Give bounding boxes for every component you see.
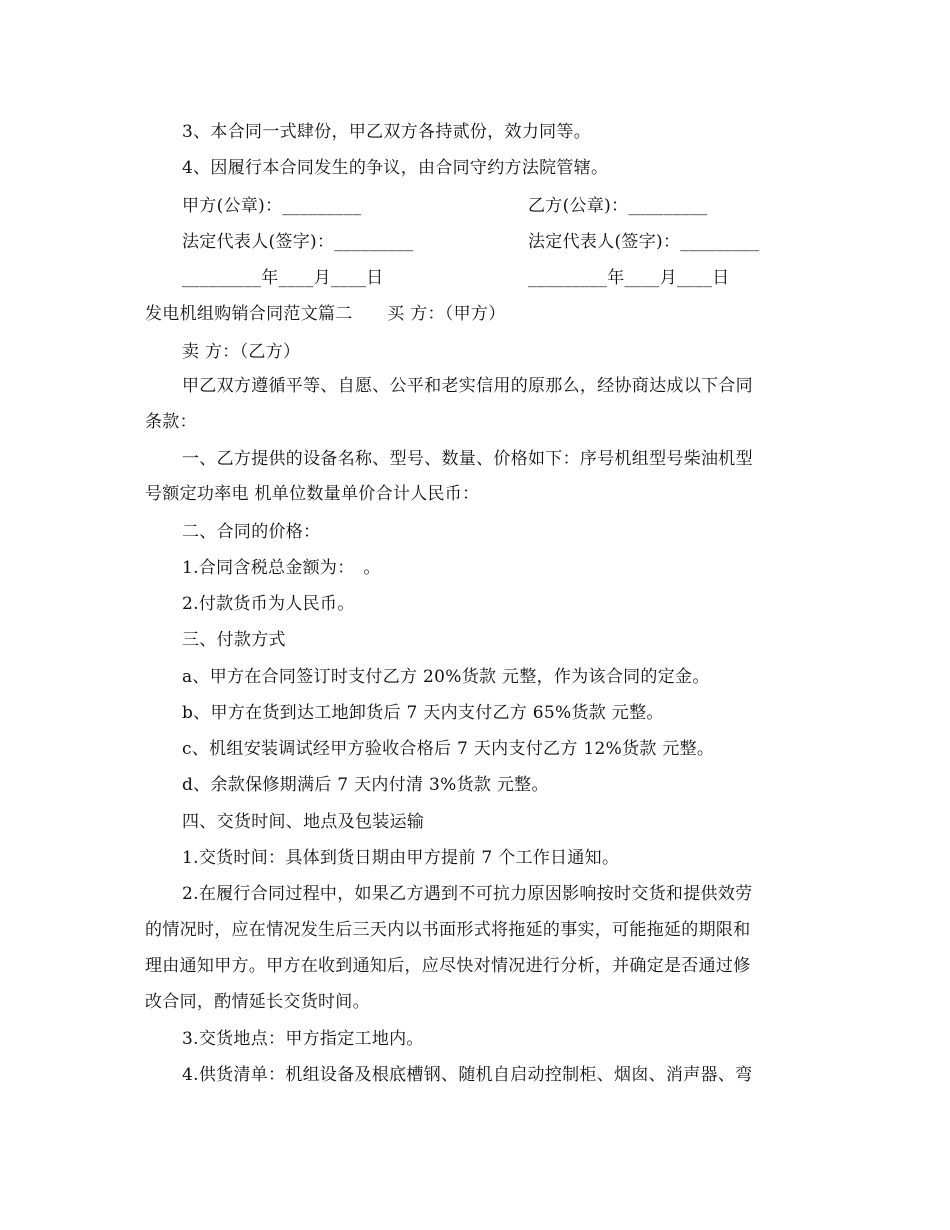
body-line: a、甲方在合同签订时支付乙方 20%货款 元整，作为该合同的定金。 <box>182 667 710 687</box>
body-line: 甲乙双方遵循平等、自愿、公平和老实信用的原那么，经协商达成以下合同 <box>182 376 753 396</box>
body-line: 一、乙方提供的设备名称、型号、数量、价格如下：序号机组型号柴油机型 <box>182 449 753 469</box>
section-title: 发电机组购销合同范文篇二 买 方：（甲方） <box>145 304 506 324</box>
party-a-seal: 甲方(公章)：_________ <box>182 196 362 216</box>
party-a-representative: 法定代表人(签字)：_________ <box>182 232 414 252</box>
body-line: 理由通知甲方。甲方在收到通知后，应尽快对情况进行分析，并确定是否通过修 <box>145 956 751 976</box>
body-line: 的情况时，应在情况发生后三天内以书面形式将拖延的事实，可能拖延的期限和 <box>145 920 751 940</box>
body-line: 号额定功率电 机单位数量单价合计人民币： <box>145 484 480 504</box>
body-line: 1.交货时间：具体到货日期由甲方提前 7 个工作日通知。 <box>182 848 620 868</box>
body-line: 3.交货地点：甲方指定工地内。 <box>182 1029 424 1049</box>
body-line: c、机组安装调试经甲方验收合格后 7 天内支付乙方 12%货款 元整。 <box>182 739 715 759</box>
party-b-date: _________年____月____日 <box>528 268 730 288</box>
party-b-representative: 法定代表人(签字)：_________ <box>528 232 760 252</box>
body-line: 条款： <box>145 412 197 432</box>
heading-price: 二、合同的价格： <box>182 522 321 542</box>
clause-4: 4、因履行本合同发生的争议，由合同守约方法院管辖。 <box>182 158 609 178</box>
body-line: d、余款保修期满后 7 天内付清 3%货款 元整。 <box>182 775 549 795</box>
body-line: 2.付款货币为人民币。 <box>182 594 355 614</box>
clause-3: 3、本合同一式肆份，甲乙双方各持贰份，效力同等。 <box>182 122 592 142</box>
party-b-seal: 乙方(公章)：_________ <box>528 196 708 216</box>
body-line: 4.供货清单：机组设备及根底槽钢、随机自启动控制柜、烟囱、消声器、弯 <box>182 1065 753 1085</box>
body-line: b、甲方在货到达工地卸货后 7 天内支付乙方 65%货款 元整。 <box>182 703 664 723</box>
heading-payment: 三、付款方式 <box>182 630 286 650</box>
seller-line: 卖 方：（乙方） <box>182 342 301 362</box>
heading-delivery: 四、交货时间、地点及包装运输 <box>182 812 425 832</box>
party-a-date: _________年____月____日 <box>182 268 384 288</box>
body-line: 改合同，酌情延长交货时间。 <box>145 992 370 1012</box>
body-line: 1.合同含税总金额为： 。 <box>182 558 381 578</box>
body-line: 2.在履行合同过程中，如果乙方遇到不可抗力原因影响按时交货和提供效劳 <box>182 884 753 904</box>
